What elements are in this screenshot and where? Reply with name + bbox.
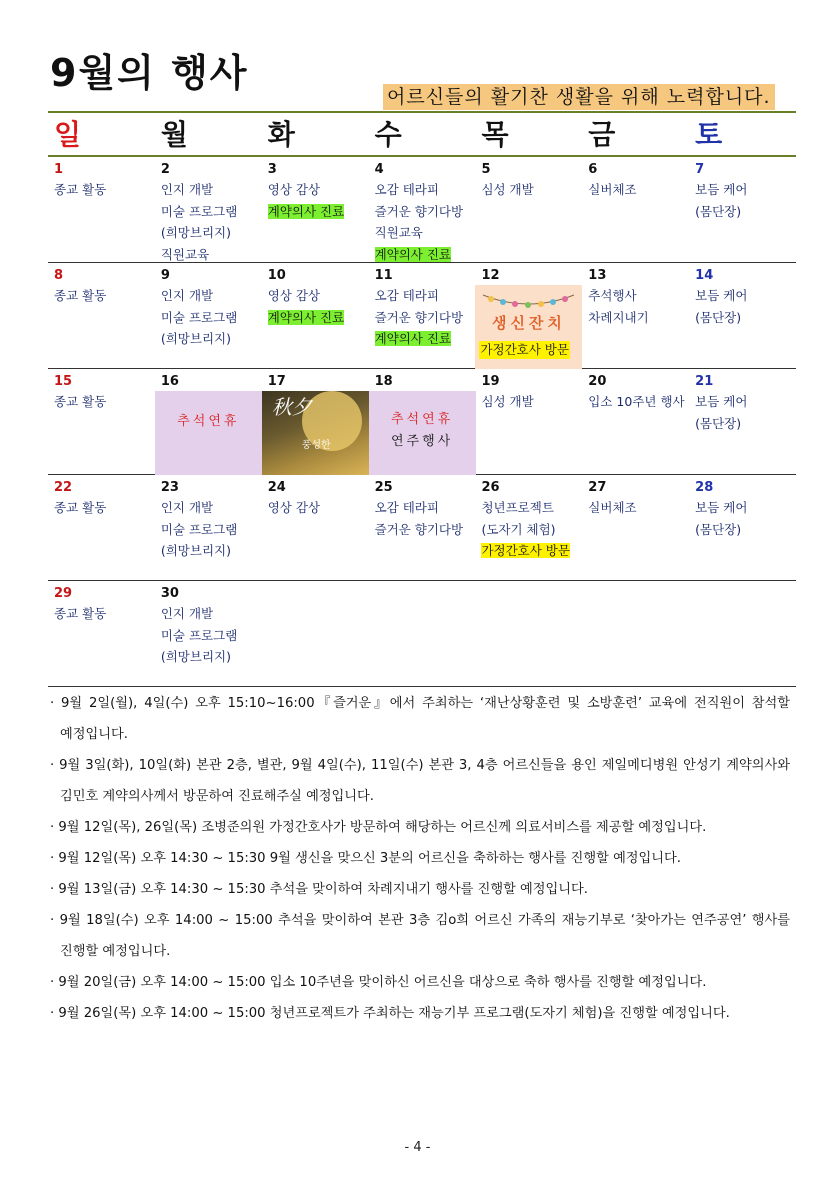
- calendar-day: [155, 369, 262, 474]
- calendar-day: [689, 475, 796, 580]
- day-number: 24: [267, 480, 286, 495]
- day-event: [161, 201, 262, 223]
- day-event: [161, 179, 262, 201]
- day-event: [54, 603, 155, 625]
- event-text: 인지 개발: [160, 500, 214, 515]
- day-number: 21: [695, 374, 714, 389]
- day-number: 20: [588, 374, 607, 389]
- day-number: 12: [481, 268, 500, 283]
- event-text: 보듬 케어: [695, 288, 748, 303]
- calendar-day: [582, 475, 689, 580]
- day-event: [588, 391, 689, 413]
- day-event: [268, 179, 369, 201]
- event-text: (몸단장): [695, 203, 742, 219]
- event-text: 종교 활동: [54, 394, 107, 409]
- birthday-party-graphic: [475, 285, 582, 369]
- event-text: 영상 감상: [267, 182, 320, 197]
- calendar-day: [369, 157, 476, 262]
- event-text: 오감 테라피: [374, 182, 439, 197]
- day-event: [161, 307, 262, 329]
- day-event: [375, 179, 476, 201]
- event-text: (희망브리지): [160, 649, 231, 664]
- calendar-day: [369, 581, 476, 686]
- event-text: 직원교육: [374, 225, 423, 240]
- day-event: [695, 307, 796, 329]
- event-text: 오감 테라피: [374, 500, 439, 515]
- calendar-day: [262, 581, 369, 686]
- event-text: 인지 개발: [160, 288, 214, 303]
- calendar-day: [48, 157, 155, 262]
- event-text: 보듬 케어: [695, 182, 748, 197]
- day-event: [161, 646, 262, 668]
- calendar-day: [689, 157, 796, 262]
- calendar-day: [262, 369, 369, 474]
- event-text: 보듬 케어: [695, 394, 748, 409]
- event-text: 즐거운 향기다방: [374, 309, 464, 325]
- calendar-day: [369, 475, 476, 580]
- day-number: 14: [695, 268, 714, 283]
- holiday-block: [369, 391, 476, 475]
- day-event: [481, 179, 582, 201]
- note-item: · 9월 13일(금) 오후 14:30 ~ 15:30 추석을 맞이하여 차례지내기 행사를 진행할 예정입니다.: [50, 874, 790, 905]
- day-number: 30: [160, 586, 179, 601]
- event-text: 즐거운 향기다방: [374, 203, 464, 219]
- event-text: 미술 프로그램: [160, 309, 238, 325]
- garland-icon: [481, 293, 576, 311]
- calendar-day: [155, 157, 262, 262]
- calendar-day: [475, 157, 582, 262]
- event-text: 미술 프로그램: [160, 521, 238, 537]
- day-event: [695, 519, 796, 541]
- event-text: 오감 테라피: [374, 288, 439, 303]
- day-number: 4: [374, 162, 384, 177]
- event-text: 차례지내기: [588, 309, 649, 325]
- day-number: 16: [160, 374, 179, 389]
- note-item: · 9월 3일(화), 10일(화) 본관 2층, 별관, 9월 4일(수), 11일(수) 본관 3, 4층 어르신들을 용인 제일메디병원 안성기 계약의사와 김민호 계약의사께서 방문하여 진료해주실 예정입니다.: [50, 750, 790, 812]
- day-event: [588, 179, 689, 201]
- calendar-day: [262, 263, 369, 368]
- day-number: 1: [54, 162, 64, 177]
- note-item: · 9월 12일(목) 오후 14:30 ~ 15:30 9월 생신을 맞으신 3분의 어르신을 축하하는 행사를 진행할 예정입니다.: [50, 843, 790, 874]
- chuseok-illustration: [262, 391, 369, 475]
- day-number: 23: [160, 480, 179, 495]
- day-number: 22: [54, 480, 73, 495]
- event-text: 보듬 케어: [695, 500, 748, 515]
- weekday-label: 금: [588, 118, 616, 151]
- day-event: [54, 285, 155, 307]
- note-item: · 9월 12일(목), 26일(목) 조병준의원 가정간호사가 방문하여 해당하는 어르신께 의료서비스를 제공할 예정입니다.: [50, 812, 790, 843]
- event-text: (몸단장): [695, 415, 742, 431]
- calendar-day: [582, 157, 689, 262]
- day-event: [695, 391, 796, 413]
- calendar-week: [48, 263, 796, 369]
- event-text: 즐거운 향기다방: [374, 521, 464, 537]
- weekday-label: 일: [54, 118, 82, 151]
- calendar-day: [475, 263, 582, 368]
- day-event: [481, 391, 582, 413]
- nurse-visit-label: 가정간호사 방문: [480, 342, 569, 357]
- event-text: 미술 프로그램: [160, 627, 238, 643]
- holiday-label: 추석연휴: [177, 414, 240, 429]
- page-number: - 4 -: [404, 1140, 431, 1155]
- calendar-week: [48, 475, 796, 581]
- event-text: 인지 개발: [160, 182, 214, 197]
- calendar-day: [689, 263, 796, 368]
- note-item: · 9월 2일(월), 4일(수) 오후 15:10~16:00『즐거운』에서 주최하는 ‘재난상황훈련 및 소방훈련’ 교육에 전직원이 참석할 예정입니다.: [50, 688, 790, 750]
- day-event: [481, 540, 582, 562]
- event-text: 가정간호사 방문: [481, 543, 570, 558]
- day-event: [268, 497, 369, 519]
- day-event: [695, 201, 796, 223]
- concert-label: 연주행사: [390, 434, 454, 449]
- event-text: 미술 프로그램: [160, 203, 238, 219]
- chuseok-hanja: 秋夕: [271, 395, 312, 419]
- weekday-label: 토: [695, 118, 723, 151]
- note-item: · 9월 20일(금) 오후 14:00 ~ 15:00 입소 10주년을 맞이하신 어르신을 대상으로 축하 행사를 진행할 예정입니다.: [50, 967, 790, 998]
- calendar-week: [48, 581, 796, 687]
- day-event: [161, 244, 262, 266]
- day-number: 10: [267, 268, 286, 283]
- day-event: [375, 222, 476, 244]
- page-subtitle: 어르신들의 활기찬 생활을 위해 노력합니다.: [383, 84, 775, 110]
- day-number: 28: [695, 480, 714, 495]
- event-text: (희망브리지): [160, 225, 231, 240]
- day-event: [695, 497, 796, 519]
- weekday-header: [48, 113, 796, 157]
- event-text: 실버체조: [588, 182, 637, 197]
- day-number: 17: [267, 374, 286, 389]
- event-text: 종교 활동: [54, 500, 107, 515]
- day-event: [54, 391, 155, 413]
- calendar-day: [369, 369, 476, 474]
- event-text: (몸단장): [695, 309, 742, 325]
- chuseok-caption: 풍성한: [301, 440, 331, 451]
- holiday-block: [155, 391, 262, 475]
- day-event: [268, 201, 369, 223]
- day-number: 26: [481, 480, 500, 495]
- day-event: [268, 285, 369, 307]
- day-event: [161, 222, 262, 244]
- event-text: 심성 개발: [481, 394, 534, 409]
- day-event: [161, 519, 262, 541]
- day-event: [375, 328, 476, 350]
- day-event: [268, 307, 369, 329]
- day-event: [695, 413, 796, 435]
- event-text: 영상 감상: [267, 288, 320, 303]
- event-text: 종교 활동: [54, 288, 107, 303]
- day-number: 6: [588, 162, 598, 177]
- calendar-day: [689, 581, 796, 686]
- calendar-day: [582, 369, 689, 474]
- day-event: [375, 244, 476, 266]
- note-item: · 9월 18일(수) 오후 14:00 ~ 15:00 추석을 맞이하여 본관 3층 김o희 어르신 가족의 재능기부로 ‘찾아가는 연주공연’ 행사를 진행할 예정입니다.: [50, 905, 790, 967]
- day-number: 9: [160, 268, 170, 283]
- calendar-day: [475, 369, 582, 474]
- calendar-day: [369, 263, 476, 368]
- day-number: 7: [695, 162, 705, 177]
- day-event: [161, 540, 262, 562]
- day-number: 15: [54, 374, 73, 389]
- calendar-week: [48, 369, 796, 475]
- day-event: [375, 285, 476, 307]
- calendar-day: [155, 581, 262, 686]
- event-text: 직원교육: [160, 246, 210, 262]
- day-event: [588, 285, 689, 307]
- event-text: 인지 개발: [160, 606, 214, 621]
- day-number: 13: [588, 268, 607, 283]
- day-number: 19: [481, 374, 500, 389]
- event-text: 심성 개발: [481, 182, 534, 197]
- calendar-day: [48, 581, 155, 686]
- day-number: 27: [588, 480, 607, 495]
- event-text: 입소 10주년 행사: [588, 394, 685, 409]
- calendar-day: [262, 157, 369, 262]
- day-event: [375, 519, 476, 541]
- day-event: [481, 497, 582, 519]
- day-number: 29: [54, 586, 73, 601]
- event-text: 실버체조: [588, 500, 637, 515]
- weekday-label: 화: [267, 118, 295, 151]
- day-event: [161, 497, 262, 519]
- day-number: 5: [481, 162, 491, 177]
- calendar-day: [48, 263, 155, 368]
- day-event: [161, 285, 262, 307]
- day-number: 25: [374, 480, 393, 495]
- calendar-day: [155, 475, 262, 580]
- event-text: 종교 활동: [54, 606, 107, 621]
- event-text: 청년프로젝트: [481, 500, 554, 515]
- day-number: 18: [374, 374, 393, 389]
- day-number: 8: [54, 268, 64, 283]
- event-text: 계약의사 진료: [374, 331, 452, 346]
- note-item: · 9월 26일(목) 오후 14:00 ~ 15:00 청년프로젝트가 주최하는 재능기부 프로그램(도자기 체험)을 진행할 예정입니다.: [50, 998, 790, 1029]
- day-event: [481, 519, 582, 541]
- day-event: [161, 328, 262, 350]
- event-text: 영상 감상: [267, 500, 320, 515]
- day-number: 3: [267, 162, 277, 177]
- day-event: [375, 307, 476, 329]
- day-event: [161, 603, 262, 625]
- calendar: [48, 113, 796, 687]
- day-event: [588, 497, 689, 519]
- event-text: (희망브리지): [160, 331, 231, 346]
- event-text: 계약의사 진료: [267, 309, 345, 325]
- day-event: [695, 285, 796, 307]
- day-event: [54, 497, 155, 519]
- day-event: [375, 497, 476, 519]
- weekday-label: 월: [160, 118, 188, 151]
- birthday-title: 생신잔치: [491, 314, 566, 332]
- event-text: (희망브리지): [160, 543, 231, 558]
- day-number: 2: [160, 162, 170, 177]
- calendar-day: [48, 475, 155, 580]
- day-event: [588, 307, 689, 329]
- day-number: 11: [374, 268, 393, 283]
- calendar-day: [475, 475, 582, 580]
- calendar-weeks: [48, 157, 796, 687]
- event-text: 추석행사: [588, 288, 637, 303]
- event-text: (도자기 체험): [481, 521, 556, 537]
- calendar-day: [475, 581, 582, 686]
- calendar-day: [582, 581, 689, 686]
- calendar-week: [48, 157, 796, 263]
- event-text: 계약의사 진료: [374, 246, 452, 262]
- event-text: 종교 활동: [54, 182, 107, 197]
- calendar-day: [689, 369, 796, 474]
- calendar-day: [582, 263, 689, 368]
- notes-list: [50, 688, 790, 1029]
- event-text: (몸단장): [695, 521, 742, 537]
- weekday-label: 수: [374, 118, 402, 151]
- page-title: 9월의 행사: [50, 51, 249, 95]
- day-event: [161, 625, 262, 647]
- calendar-day: [48, 369, 155, 474]
- day-event: [54, 179, 155, 201]
- day-event: [695, 179, 796, 201]
- event-text: 계약의사 진료: [267, 203, 345, 219]
- calendar-day: [155, 263, 262, 368]
- holiday-label: 추석연휴: [390, 412, 454, 427]
- weekday-label: 목: [481, 118, 509, 151]
- day-event: [375, 201, 476, 223]
- calendar-day: [262, 475, 369, 580]
